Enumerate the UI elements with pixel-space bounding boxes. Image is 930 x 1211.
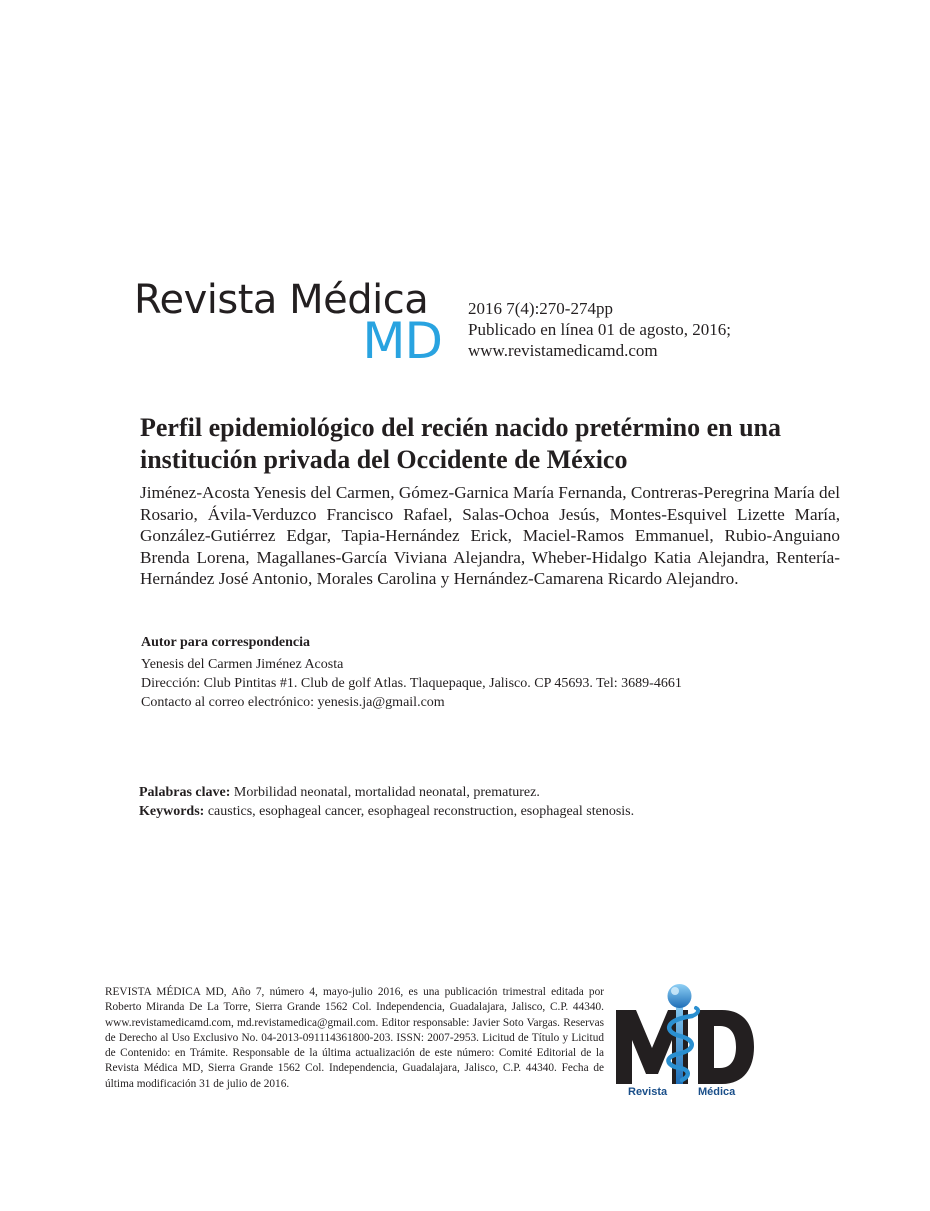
article-title-line-2: institución privada del Occidente de México (140, 445, 628, 474)
correspondence-name: Yenesis del Carmen Jiménez Acosta (141, 657, 344, 672)
correspondence-label: Autor para correspondencia (141, 635, 311, 650)
keywords-english-value: caustics, esophageal cancer, esophageal reconstruction, esophageal stenosis. (204, 804, 635, 819)
keywords-spanish-value: Morbilidad neonatal, mortalidad neonatal, prematurez. (230, 785, 540, 800)
author-list: Jiménez-Acosta Yenesis del Carmen, Gómez-Garnica María Fernanda, Contreras-Peregrina María del Rosario, Ávila-Verduzco Francisco Rafael, Salas-Ochoa Jesús, Montes-Esquivel Lizette María, González-Gutiérrez Edgar, Tapia-Hernández Erick, Maciel-Ramos Emmanuel, Rubio-Anguiano Brenda Lorena, Magallanes-García Viviana Alejandra, Wheber-Hidalgo Katia Alejandra, Rentería-Hernández José Antonio, Morales Carolina y Hernández-Camarena Ricardo Alejandro. (140, 483, 840, 588)
md-emblem-caption (612, 1086, 758, 1102)
md-emblem-caption-right: Médica (698, 1086, 736, 1098)
publication-info (468, 298, 731, 361)
article-title (140, 412, 850, 476)
correspondence-address: Dirección: Club Pintitas #1. Club de golf Atlas. Tlaquepaque, Jalisco. CP 45693. Tel: 3689-4661 (141, 676, 682, 691)
journal-name: Revista Médica (134, 277, 429, 323)
published-online-date: Publicado en línea 01 de agosto, 2016; (468, 320, 731, 339)
md-caduceus-logo-icon (612, 982, 758, 1102)
journal-logo (134, 276, 444, 368)
keywords-english (139, 802, 634, 821)
keywords-english-label: Keywords: (139, 804, 205, 819)
keywords-spanish (139, 783, 634, 802)
correspondence-email: Contacto al correo electrónico: yenesis.ja@gmail.com (141, 695, 445, 710)
keywords-spanish-label: Palabras clave: (139, 785, 231, 800)
journal-abbrev: MD (362, 312, 442, 370)
correspondence-block (141, 633, 682, 712)
journal-website: www.revistamedicamd.com (468, 341, 658, 360)
citation: 2016 7(4):270-274pp (468, 299, 613, 318)
journal-imprint: REVISTA MÉDICA MD, Año 7, número 4, mayo-julio 2016, es una publicación trimestral editada por Roberto Miranda De La Torre, Sierra Grande 1562 Col. Independencia, Guadalajara, Jalisco, C.P. 44340. www.revistamedicamd.com, md.revistamedica@gmail.com. Editor responsable: Javier Soto Vargas. Reservas de Derecho al Uso Exclusivo No. 04-2013-091114361800-203. ISSN: 2007-2953. Licitud de Título y Licitud de Contenido: en Trámite. Responsable de la última actualización de este número: Comité Editorial de la Revista Médica MD, Sierra Grande 1562 Col. Independencia, Guadalajara, Jalisco, C.P. 44340. Fecha de última modificación 31 de julio de 2016. (105, 986, 604, 1090)
article-title-line-1: Perfil epidemiológico del recién nacido pretérmino en una (140, 413, 782, 442)
keywords-block (139, 783, 634, 821)
md-emblem-caption-left: Revista (628, 1086, 668, 1098)
md-emblem-graphic (612, 982, 758, 1086)
